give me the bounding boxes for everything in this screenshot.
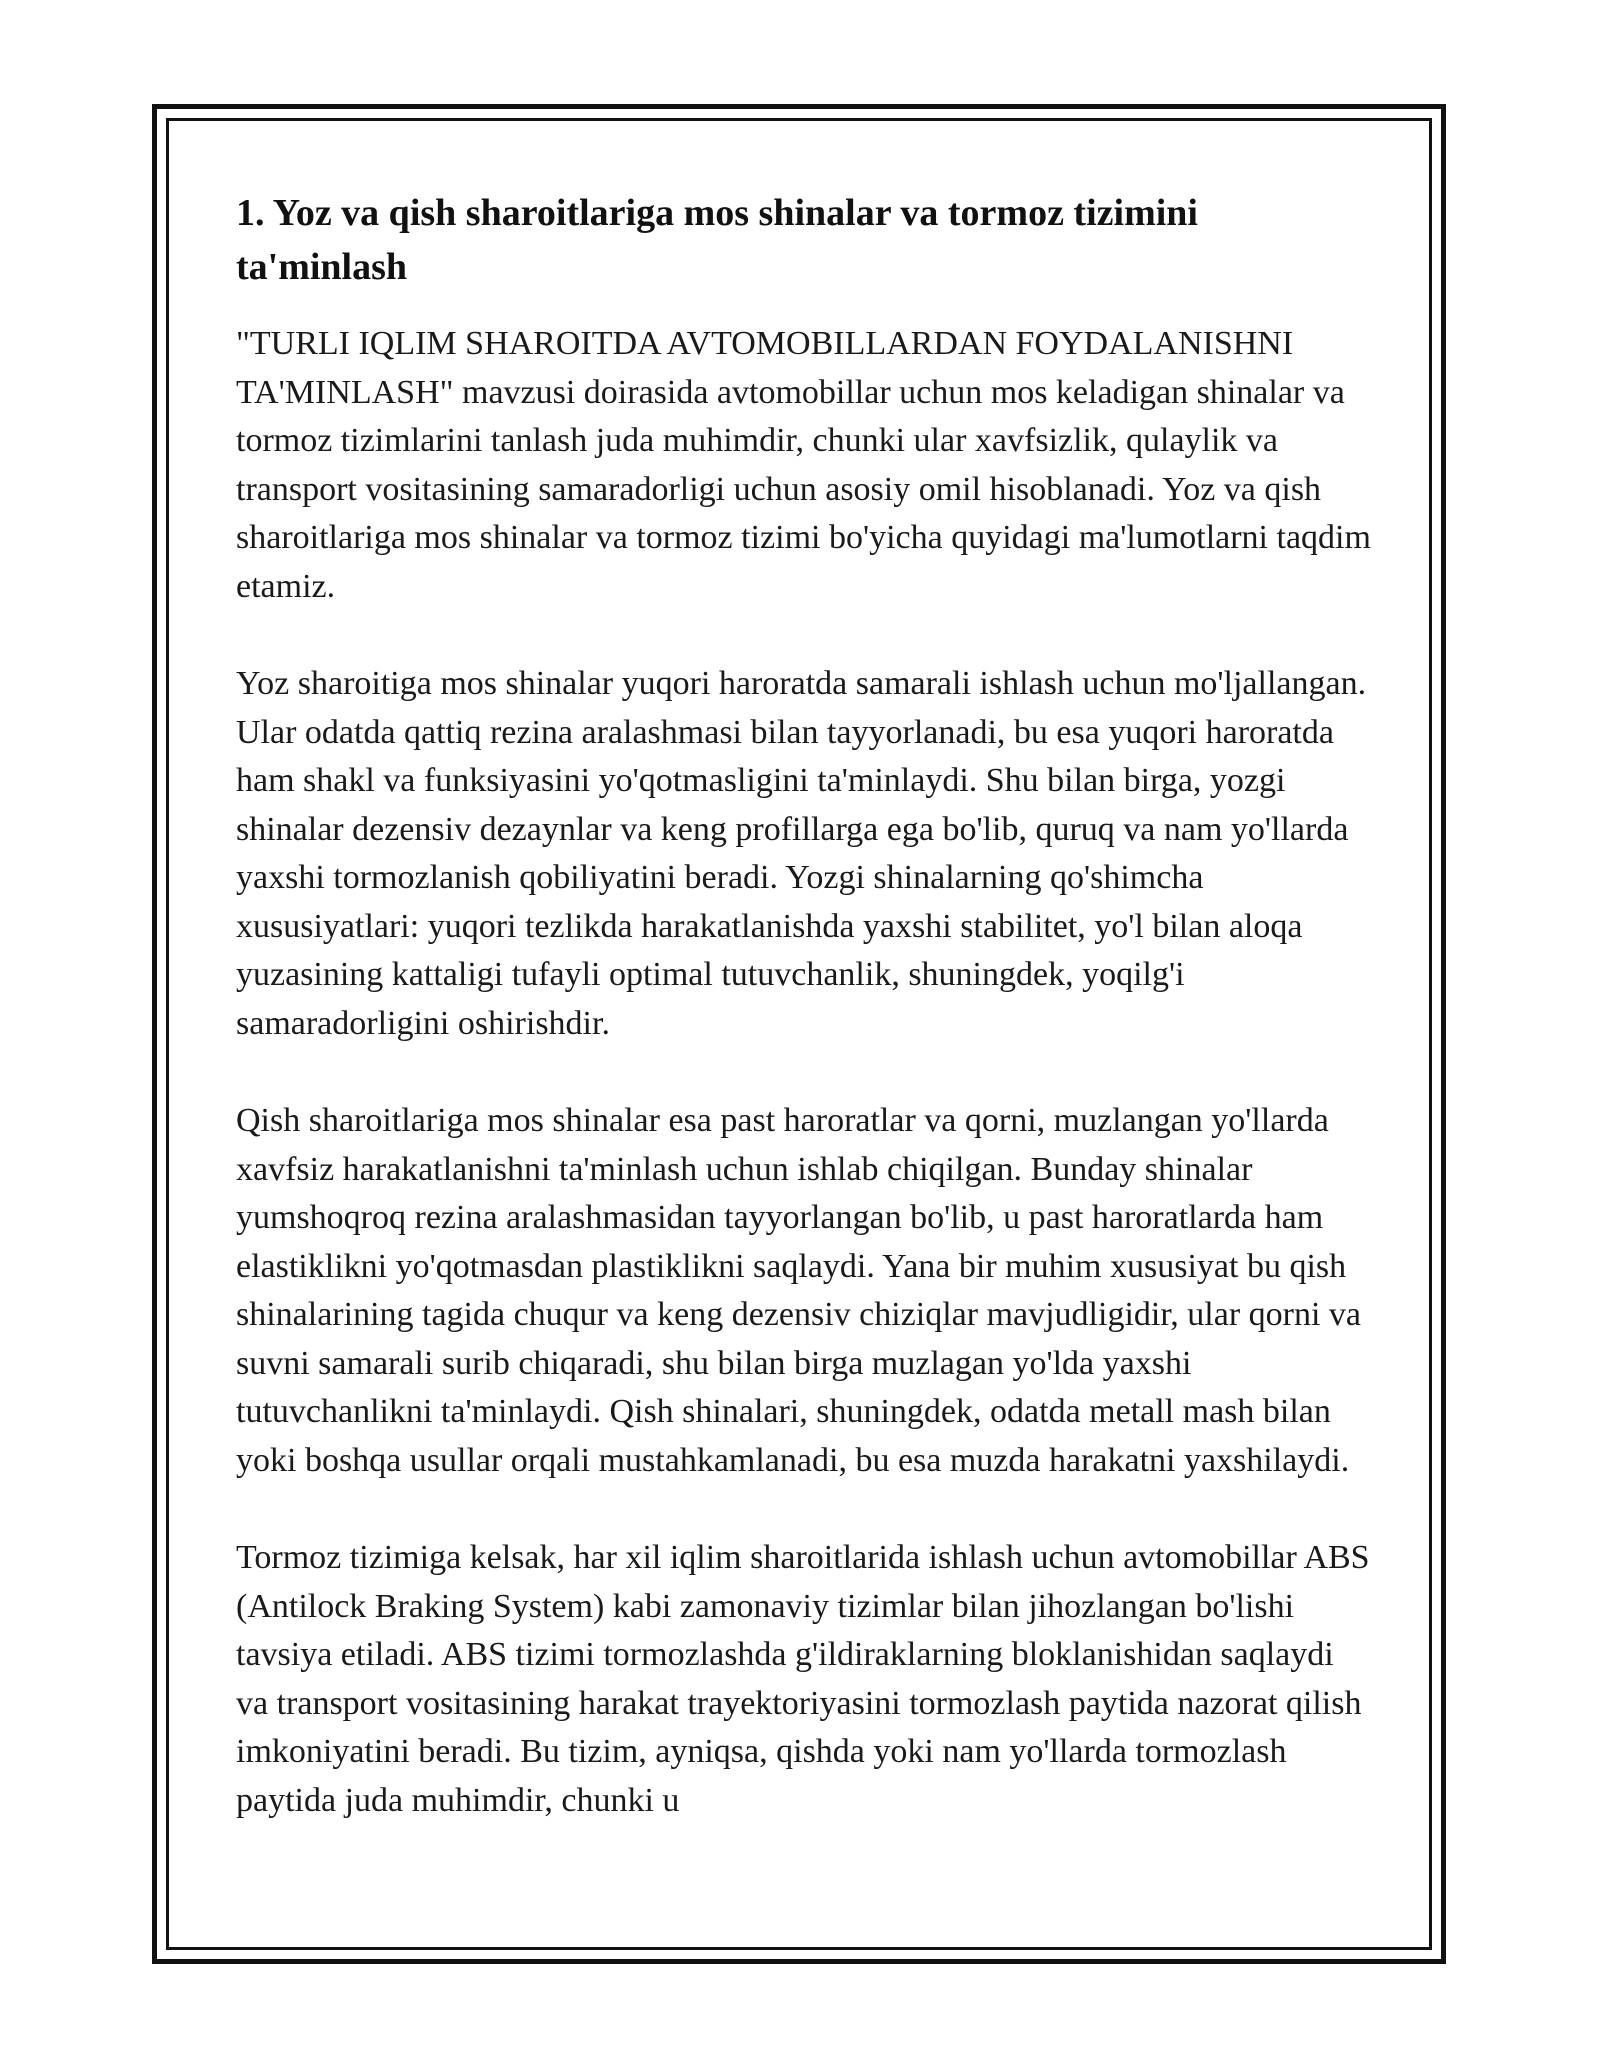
paragraph-brake-system: Tormoz tizimiga kelsak, har xil iqlim sharoitlarida ishlash uchun avtomobillar ABS (Antilock Braking System) kabi zamonaviy tizimlar bilan jihozlangan bo'lishi tavsiya etiladi. ABS tizimi tormozlashda g'ildiraklarning bloklanishidan saqlaydi va transport vositasining harakat trayektoriyasini tormozlash paytida nazorat qilish imkoniyatini beradi. Bu tizim, ayniqsa, qishda yoki nam yo'llarda tormozlash paytida juda muhimdir, chunki u [236, 1539, 1370, 1819]
paragraph-winter-tires: Qish sharoitlariga mos shinalar esa past haroratlar va qorni, muzlangan yo'llarda xavfsiz harakatlanishni ta'minlash uchun ishlab chiqilgan. Bunday shinalar yumshoqroq rezina aralashmasidan tayyorlangan bo'lib, u past haroratlarda ham elastiklikni yo'qotmasdan plastiklikni saqlaydi. Yana bir muhim xususiyat bu qish shinalarining tagida chuqur va keng dezensiv chiziqlar mavjudligidir, ular qorni va suvni samarali surib chiqaradi, shu bilan birga muzlagan yo'lda yaxshi tutuvchanlikni ta'minlaydi. Qish shinalari, shuningdek, odatda metall mash bilan yoki boshqa usullar orqali mustahkamlanadi, bu esa muzda harakatni yaxshilaydi. [236, 1102, 1362, 1479]
document-body [236, 186, 1372, 1825]
paragraph-summer-tires: Yoz sharoitiga mos shinalar yuqori haroratda samarali ishlash uchun mo'ljallangan. Ular odatda qattiq rezina aralashmasi bilan tayyorlanadi, bu esa yuqori haroratda ham shakl va funksiyasini yo'qotmasligini ta'minlaydi. Shu bilan birga, yozgi shinalar dezensiv dezaynlar va keng profillarga ega bo'lib, quruq va nam yo'llarda yaxshi tormozlanish qobiliyatini beradi. Yozgi shinalarning qo'shimcha xususiyatlari: yuqori tezlikda harakatlanishda yaxshi stabilitet, yo'l bilan aloqa yuzasining kattaligi tufayli optimal tutuvchanlik, shuningdek, yoqilg'i samaradorligini oshirishdir. [236, 665, 1367, 1042]
section-heading: 1. Yoz va qish sharoitlariga mos shinalar va tormoz tizimini ta'minlash [236, 192, 1198, 288]
paragraph-intro: "TURLI IQLIM SHAROITDA AVTOMOBILLARDAN FOYDALANISHNI TA'MINLASH" mavzusi doirasida avtomobillar uchun mos keladigan shinalar va tormoz tizimlarini tanlash juda muhimdir, chunki ular xavfsizlik, qulaylik va transport vositasining samaradorligi uchun asosiy omil hisoblanadi. Yoz va qish sharoitlariga mos shinalar va tormoz tizimi bo'yicha quyidagi ma'lumotlarni taqdim etamiz. [236, 325, 1371, 605]
